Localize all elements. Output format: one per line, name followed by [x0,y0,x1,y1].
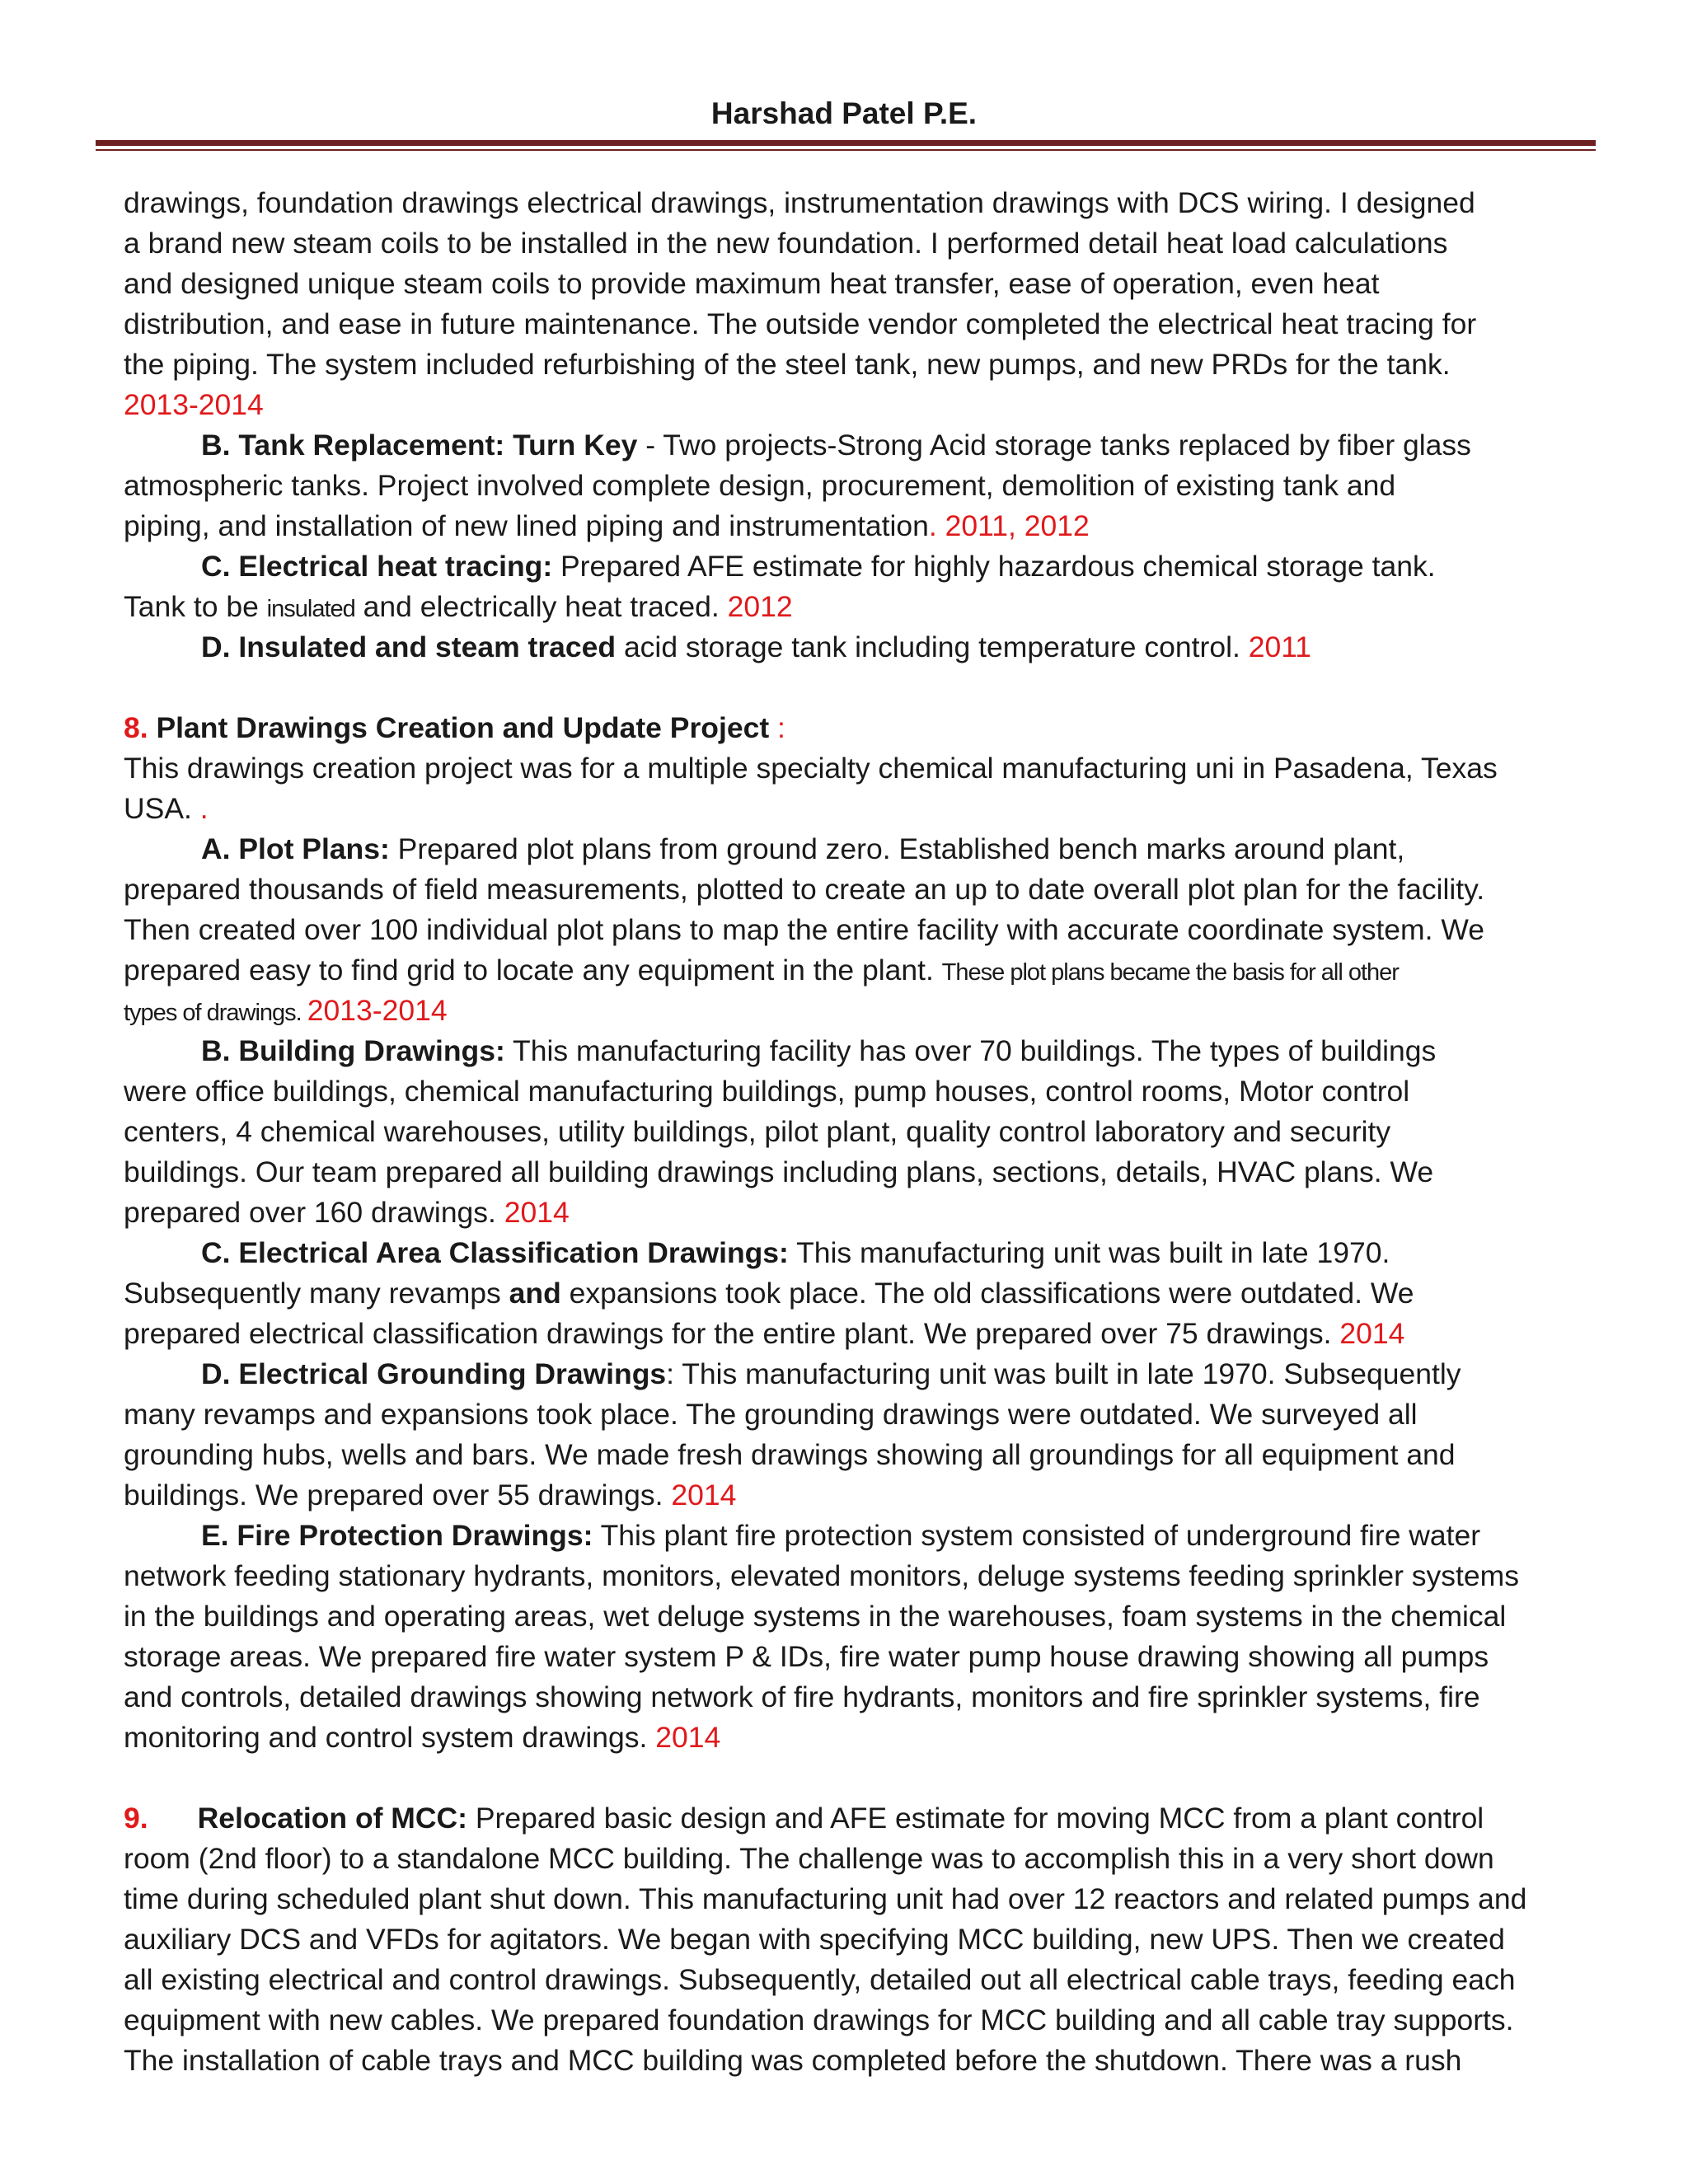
body-text: Prepared plot plans from ground zero. Established bench marks around plant, [389,832,1405,865]
section-number: 9. [124,1802,148,1835]
item-heading: B. Building Drawings: [201,1034,505,1067]
body-line [124,1718,1599,1758]
body-text: types of drawings. [124,1000,307,1026]
body-text: insulated [266,596,355,622]
section-8-heading [124,708,1599,748]
section-8e [124,1516,1599,1556]
item-heading: B. Tank Replacement: Turn Key [201,429,638,462]
bold-word: and [509,1277,561,1310]
section-8b [124,1031,1599,1071]
body-text: USA. [124,792,200,825]
body-line: drawings, foundation drawings electrical drawings, instrumentation drawings with DCS wiring. I designed [124,186,1475,219]
section-8a [124,829,1599,869]
body-text: This manufacturing facility has over 70 buildings. The types of buildings [504,1034,1437,1067]
section-8d [124,1354,1599,1394]
year-text: 2014 [504,1196,570,1229]
section-title: Plant Drawings Creation and Update Project [148,711,770,744]
section-7c [124,546,1599,587]
year-text: 2014 [655,1721,721,1754]
body-text: buildings. We prepared over 55 drawings. [124,1479,672,1511]
body-text: This plant fire protection system consisted of underground fire water [593,1519,1481,1552]
body-line: room (2nd floor) to a standalone MCC building. The challenge was to accomplish this in a very short down [124,1842,1494,1875]
year-text: 2011 [1248,630,1312,663]
body-text: expansions took place. The old classifications were outdated. We [560,1277,1414,1310]
spacer [124,1758,1599,1798]
body-line: centers, 4 chemical warehouses, utility buildings, pilot plant, quality control laboratory and security [124,1115,1391,1148]
section-9-heading [124,1798,1599,1839]
body-line [124,1314,1599,1354]
body-text: - Two projects-Strong Acid storage tanks replaced by fiber glass [637,429,1471,462]
year-text: 2014 [671,1479,737,1511]
body-line: were office buildings, chemical manufacturing buildings, pump houses, control rooms, Motor control [124,1075,1410,1108]
body-text: acid storage tank including temperature control. [616,630,1249,663]
body-line: and designed unique steam coils to provide maximum heat transfer, ease of operation, even heat [124,267,1380,300]
year-text: 2013-2014 [307,994,448,1027]
body-line: in the buildings and operating areas, wet deluge systems in the warehouses, foam systems in the chemical [124,1600,1507,1633]
section-number: 8. [124,711,148,744]
year-text: . 2011, 2012 [928,509,1090,542]
body-text: : This manufacturing unit was built in late 1970. Subsequently [666,1357,1461,1390]
body-text: This manufacturing unit was built in late 1970. [788,1236,1390,1269]
body-text: prepared electrical classification drawings for the entire plant. We prepared over 75 drawings. [124,1317,1340,1350]
body-line: Then created over 100 individual plot plans to map the entire facility with accurate coordinate system. We [124,913,1484,946]
body-line: atmospheric tanks. Project involved complete design, procurement, demolition of existing tank and [124,469,1396,502]
year-text: 2013-2014 [124,388,264,421]
header-rule-thick [96,140,1596,146]
body-line: and controls, detailed drawings showing network of fire hydrants, monitors and fire sprinkler systems, fire [124,1680,1480,1713]
year-text: 2014 [1339,1317,1405,1350]
body-line: equipment with new cables. We prepared foundation drawings for MCC building and all cable tray supports. [124,2004,1514,2036]
section-7d [124,627,1599,668]
item-heading: C. Electrical Area Classification Drawings: [201,1236,789,1269]
body-line [124,950,1599,991]
body-line: many revamps and expansions took place. The grounding drawings were outdated. We surveyed all [124,1398,1418,1431]
document-body [124,183,1599,2081]
body-line: grounding hubs, wells and bars. We made fresh drawings showing all groundings for all equipment and [124,1438,1456,1471]
body-line [124,506,1599,546]
body-line: The installation of cable trays and MCC building was completed before the shutdown. There was a rush [124,2044,1462,2077]
spacer [124,668,1599,708]
body-text: prepared easy to find grid to locate any equipment in the plant. [124,954,942,987]
body-text: Tank to be [124,590,267,623]
body-text: These plot plans became the basis for all other [941,959,1399,986]
item-heading: Relocation of MCC: [197,1802,467,1835]
header-rule-thin [96,149,1596,151]
item-heading: E. Fire Protection Drawings: [201,1519,593,1552]
section-8c [124,1233,1599,1273]
year-text: 2012 [727,590,793,623]
body-text: Subsequently many revamps [124,1277,509,1310]
body-line: network feeding stationary hydrants, monitors, elevated monitors, deluge systems feeding sprinkler systems [124,1559,1519,1592]
red-dot: . [199,792,209,825]
body-line [124,1273,1599,1314]
body-text: prepared over 160 drawings. [124,1196,504,1229]
body-line: This drawings creation project was for a multiple specialty chemical manufacturing uni in Pasadena, Texas [124,752,1498,785]
body-line [124,1193,1599,1233]
body-line: all existing electrical and control drawings. Subsequently, detailed out all electrical cable trays, feeding each [124,1963,1516,1996]
body-text: piping, and installation of new lined piping and instrumentation [124,509,929,542]
body-line [124,789,1599,829]
page-header: Harshad Patel P.E. [710,96,978,130]
body-text: monitoring and control system drawings. [124,1721,656,1754]
body-line [124,1475,1599,1516]
body-line: prepared thousands of field measurements, plotted to create an up to date overall plot plan for the facility. [124,873,1485,906]
body-line: the piping. The system included refurbishing of the steel tank, new pumps, and new PRDs for the tank. [124,348,1451,381]
body-line [124,587,1599,627]
body-line: auxiliary DCS and VFDs for agitators. We began with specifying MCC building, new UPS. Then we created [124,1923,1505,1956]
body-line [124,991,1599,1031]
section-7b [124,425,1599,466]
year-label [124,385,1599,425]
body-line: storage areas. We prepared fire water system P & IDs, fire water pump house drawing showing all pumps [124,1640,1489,1673]
body-text: Prepared basic design and AFE estimate for moving MCC from a plant control [467,1802,1484,1835]
item-heading: A. Plot Plans: [201,832,390,865]
body-line: distribution, and ease in future maintenance. The outside vendor completed the electrical heat tracing for [124,307,1477,340]
body-line: buildings. Our team prepared all building drawings including plans, sections, details, HVAC plans. We [124,1155,1434,1188]
item-heading: C. Electrical heat tracing: [201,550,553,583]
body-line: time during scheduled plant shut down. This manufacturing unit had over 12 reactors and related pumps and [124,1882,1527,1915]
item-heading: D. Insulated and steam traced [201,630,617,663]
item-heading: D. Electrical Grounding Drawings [201,1357,667,1390]
body-text: Prepared AFE estimate for highly hazardous chemical storage tank. [552,550,1436,583]
body-line: a brand new steam coils to be installed in the new foundation. I performed detail heat load calculations [124,227,1448,260]
body-text: and electrically heat traced. [354,590,728,623]
section-colon: : [769,711,785,744]
